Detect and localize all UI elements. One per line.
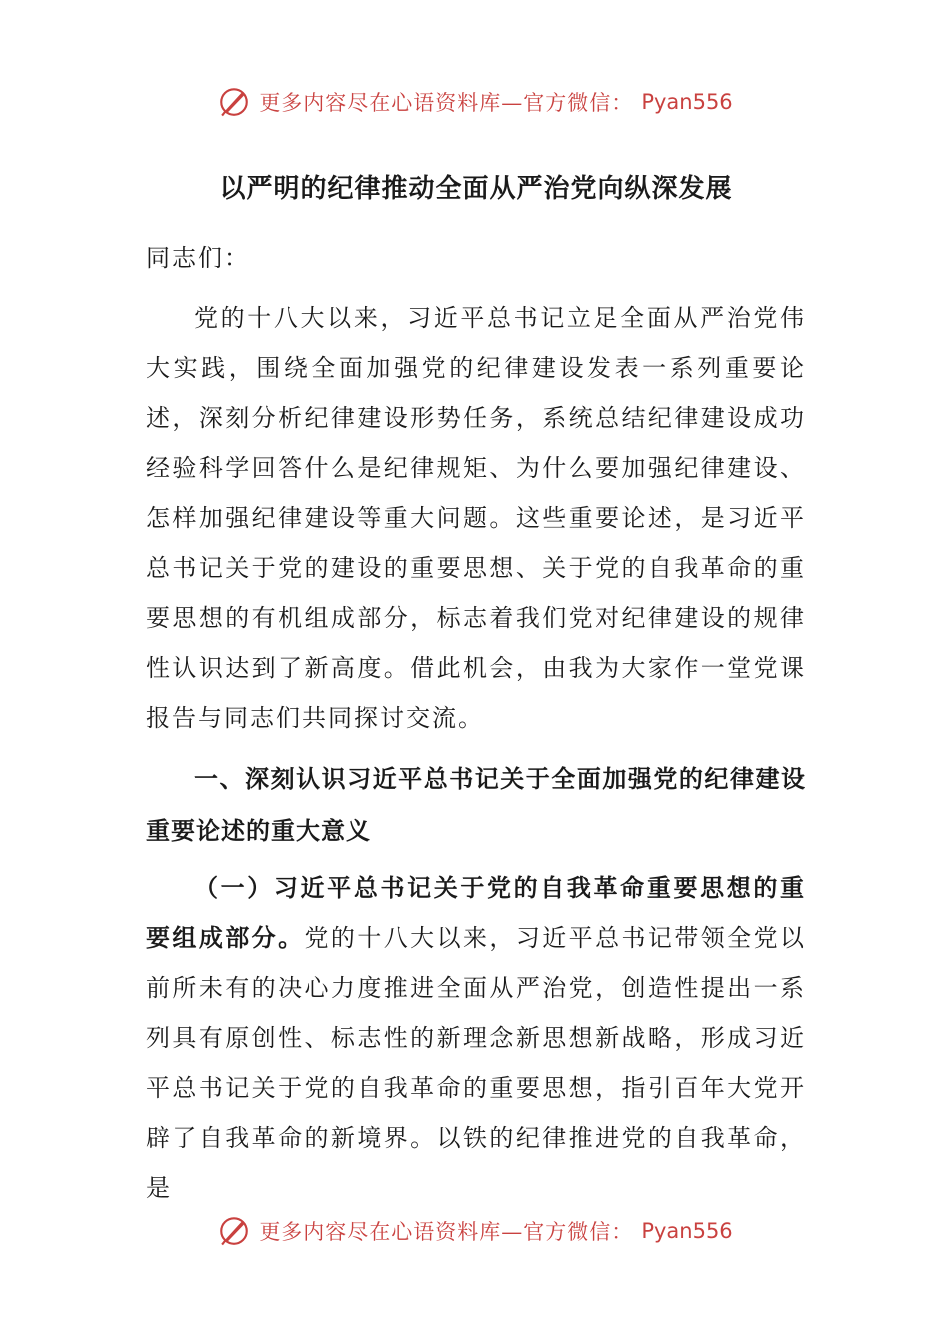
header-banner [0, 80, 950, 124]
footer-banner [0, 1209, 950, 1253]
subsection-paragraph-1 [146, 863, 806, 1213]
quill-logo-icon [217, 1214, 251, 1248]
banner-text: 更多内容尽在心语资料库—官方微信： [259, 91, 634, 115]
banner-wechat-id: Pyan556 [641, 90, 733, 114]
greeting: 同志们： [146, 244, 250, 272]
banner-wechat-id: Pyan556 [641, 1219, 733, 1243]
quill-logo-icon [217, 85, 251, 119]
banner-text: 更多内容尽在心语资料库—官方微信： [259, 1220, 634, 1244]
subsection-lead: （一）习近平总书记关于党的自我革命重要思想的重要组成部分。 [146, 874, 806, 952]
intro-paragraph: 党的十八大以来，习近平总书记立足全面从严治党伟大实践，围绕全面加强党的纪律建设发表一系列重要论述，深刻分析纪律建设形势任务，系统总结纪律建设成功经验科学回答什么是纪律规矩、为什么要加强纪律建设、怎样加强纪律建设等重大问题。这些重要论述，是习近平总书记关于党的建设的重要思想、关于党的自我革命的重要思想的有机组成部分，标志着我们党对纪律建设的规律性认识达到了新高度。借此机会，由我为大家作一堂党课报告与同志们共同探讨交流。 [146, 304, 806, 732]
document-title: 以严明的纪律推动全面从严治党向纵深发展 [219, 174, 733, 204]
subsection-body: 党的十八大以来，习近平总书记带领全党以前所未有的决心力度推进全面从严治党，创造性提出一系列具有原创性、标志性的新理念新思想新战略，形成习近平总书记关于党的自我革命的重要思想，指引百年大党开辟了自我革命的新境界。以铁的纪律推进党的自我革命，是 [146, 924, 806, 1202]
document-body [146, 165, 806, 1213]
section-heading-1: 一、深刻认识习近平总书记关于全面加强党的纪律建设重要论述的重大意义 [146, 765, 806, 845]
